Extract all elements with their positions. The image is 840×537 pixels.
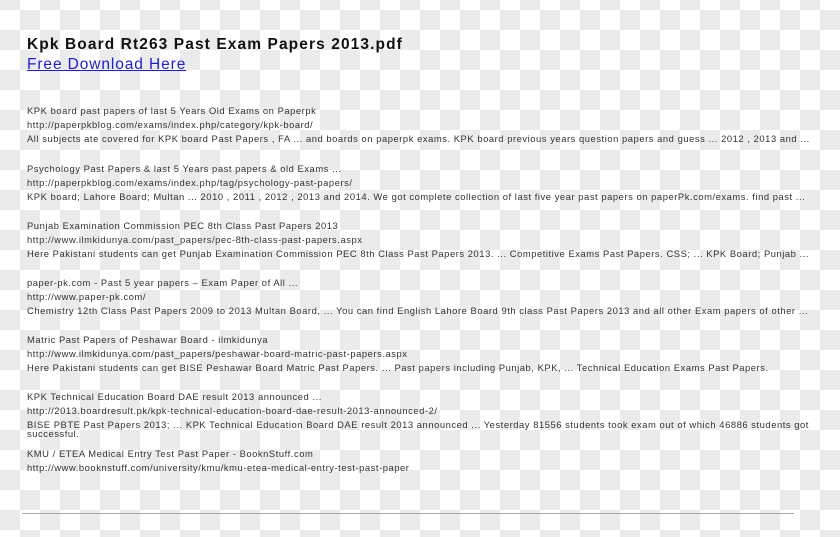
search-result	[27, 392, 817, 438]
result-url[interactable]: http://www.booknstuff.com/university/kmu/kmu-etea-medical-entry-test-past-paper	[27, 462, 410, 473]
search-result	[27, 449, 817, 477]
result-url[interactable]: http://paperpkblog.com/exams/index.php/category/kpk-board/	[27, 119, 314, 130]
search-result	[27, 278, 817, 315]
free-download-link[interactable]: Free Download Here	[27, 56, 187, 73]
search-result	[27, 335, 817, 372]
result-description: All subjects ate covered for KPK board Past Papers , FA ... and boards on paperpk exams. KPK board previous years question papers and guess ... 2012 , 2013 and ...	[27, 133, 810, 144]
result-title: paper-pk.com - Past 5 year papers – Exam Paper of All ...	[27, 277, 299, 288]
result-description: BISE PBTE Past Papers 2013; ... KPK Technical Education Board DAE result 2013 announced ... Yesterday 81556 students took exam out of which 46886 students got successful.	[27, 419, 809, 439]
result-description: KPK board; Lahore Board; Multan ... 2010 , 2011 , 2012 , 2013 and 2014. We got complete collection of last five year past papers on paperPk.com/exams. find past ...	[27, 191, 806, 202]
search-result	[27, 221, 817, 258]
result-url[interactable]: http://www.ilmkidunya.com/past_papers/peshawar-board-matric-past-papers.aspx	[27, 348, 408, 359]
result-title: Psychology Past Papers & last 5 Years past papers & old Exams ...	[27, 163, 342, 174]
result-url[interactable]: http://www.ilmkidunya.com/past_papers/pec-8th-class-past-papers.aspx	[27, 234, 363, 245]
result-url[interactable]: http://paperpkblog.com/exams/index.php/tag/psychology-past-papers/	[27, 177, 353, 188]
result-description: Chemistry 12th Class Past Papers 2009 to 2013 Multan Board, ... You can find English Lahore Board 9th class Past Papers 2013 and all other Exam papers of other ...	[27, 305, 809, 316]
search-result	[27, 106, 817, 143]
result-description: Here Pakistani students can get Punjab Examination Commission PEC 8th Class Past Papers 2013. ... Competitive Exams Past Papers. CSS; ... KPK Board; Punjab ...	[27, 248, 810, 259]
result-title: Punjab Examination Commission PEC 8th Class Past Papers 2013	[27, 220, 339, 231]
document-title: Kpk Board Rt263 Past Exam Papers 2013.pdf	[27, 36, 403, 53]
result-title: KMU / ETEA Medical Entry Test Past Paper - BooknStuff.com	[27, 448, 314, 459]
result-description: Here Pakistani students can get BISE Peshawar Board Matric Past Papers. ... Past papers including Punjab, KPK, ... Technical Education Exams Past Papers.	[27, 362, 769, 373]
search-result	[27, 164, 817, 201]
result-url[interactable]: http://2013.boardresult.pk/kpk-technical-education-board-dae-result-2013-announced-2/	[27, 405, 438, 416]
divider	[22, 513, 794, 514]
result-url[interactable]: http://www.paper-pk.com/	[27, 291, 146, 302]
result-title: Matric Past Papers of Peshawar Board - ilmkidunya	[27, 334, 269, 345]
result-title: KPK board past papers of last 5 Years Old Exams on Paperpk	[27, 105, 317, 116]
result-title: KPK Technical Education Board DAE result 2013 announced ...	[27, 391, 322, 402]
